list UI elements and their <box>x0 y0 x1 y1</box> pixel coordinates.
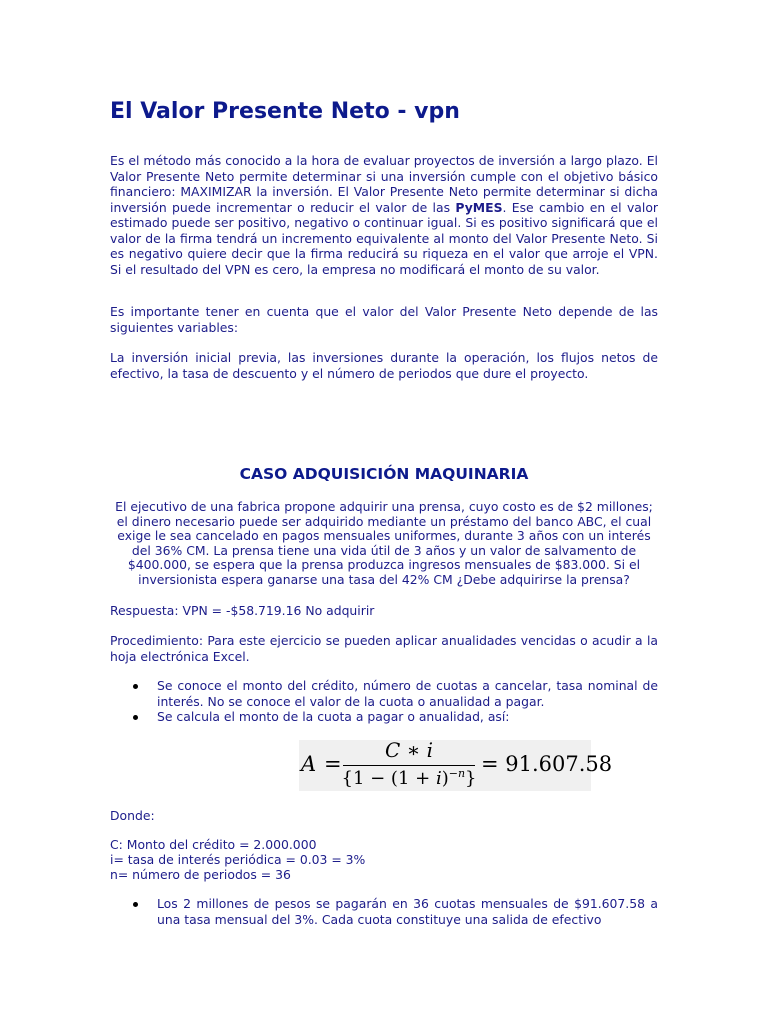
pymes-bold-text: PyMES <box>455 199 503 215</box>
variables-paragraph: La inversión inicial previa, las inversiones durante la operación, los flujos netos de efectivo, la tasa de descuento y el número de periodos que dure el proyecto. <box>110 350 658 381</box>
where-label: Donde: <box>110 808 155 823</box>
procedure-paragraph: Procedimiento: Para este ejercicio se pueden aplicar anualidades vencidas o acudir a la hoja electrónica Excel. <box>110 633 658 664</box>
denominator-open: {1 − (1 + <box>341 768 436 789</box>
list-item <box>110 709 658 725</box>
formula-denominator <box>339 767 479 789</box>
list-item-text: Se conoce el monto del crédito, número de cuotas a cancelar, tasa nominal de interés. No se conoce el valor de la cuota o anualidad a pagar. <box>157 678 658 709</box>
annuity-formula <box>299 738 613 791</box>
payments-list <box>110 896 658 927</box>
definition-periods: n= número de periodos = 36 <box>110 867 291 882</box>
list-item-text: Los 2 millones de pesos se pagarán en 36 cuotas mensuales de $91.607.58 a una tasa mensual del 3%. Cada cuota constituye una salida de efectivo <box>157 896 658 927</box>
definition-credit: C: Monto del crédito = 2.000.000 <box>110 837 317 852</box>
steps-list <box>110 678 658 725</box>
page-title: El Valor Presente Neto - vpn <box>110 99 460 124</box>
bullet-icon <box>133 902 138 907</box>
intro-text-2: . Ese cambio en el valor estimado puede ser positivo, negativo o continuar igual. Si es positivo significará que el valor de la firma tendrá un incremento equivalente al monto del Valor Presente Neto. Si es negativo quiere decir que la firma reducirá su riqueza en el valor que arroje el VPN. Si el resultado del VPN es cero, la empresa no modificará el monto de su valor. <box>110 199 658 277</box>
list-item <box>110 678 658 709</box>
answer-line: Respuesta: VPN = -$58.719.16 No adquirir <box>110 603 375 618</box>
formula-lhs: A <box>301 752 317 776</box>
denominator-i: i <box>435 768 442 789</box>
list-item <box>110 896 658 927</box>
definition-rate: i= tasa de interés periódica = 0.03 = 3% <box>110 852 366 867</box>
denominator-end: } <box>465 768 477 789</box>
bullet-icon <box>133 715 138 720</box>
denominator-close: ) <box>441 768 449 789</box>
formula-numerator: C ∗ i <box>384 738 433 762</box>
case-statement: El ejecutivo de una fabrica propone adquirir una prensa, cuyo costo es de $2 millones; el dinero necesario puede ser adquirido mediante un préstamo del banco ABC, el cual exige le sea cancelado en pagos mensuales uniformes, durante 3 años con un interés del 36% CM. La prensa tiene una vida útil de 3 años y un valor de salvamento de $400.000, se espera que la prensa produzca ingresos mensuales de $83.000. Si el inversionista espera ganarse una tasa del 42% CM ¿Debe adquirirse la prensa? <box>115 499 653 587</box>
list-item-text: Se calcula el monto de la cuota a pagar o anualidad, así: <box>157 709 510 724</box>
formula-equals: = <box>324 752 342 776</box>
formula-result: = 91.607.58 <box>481 752 613 776</box>
intro-paragraph <box>110 153 658 277</box>
denominator-exponent: −n <box>448 767 466 780</box>
case-heading: CASO ADQUISICIÓN MAQUINARIA <box>239 465 529 483</box>
variables-intro-paragraph: Es importante tener en cuenta que el valor del Valor Presente Neto depende de las siguientes variables: <box>110 304 658 335</box>
intro-text-1: Es el método más conocido a la hora de evaluar proyectos de inversión a largo plazo. El Valor Presente Neto permite determinar si una inversión cumple con el objetivo básico financiero: MAXIMIZAR la inversión. El Valor Presente Neto permite determinar si dicha inversión puede incrementar o reducir el valor de las <box>110 153 658 215</box>
bullet-icon <box>133 684 138 689</box>
